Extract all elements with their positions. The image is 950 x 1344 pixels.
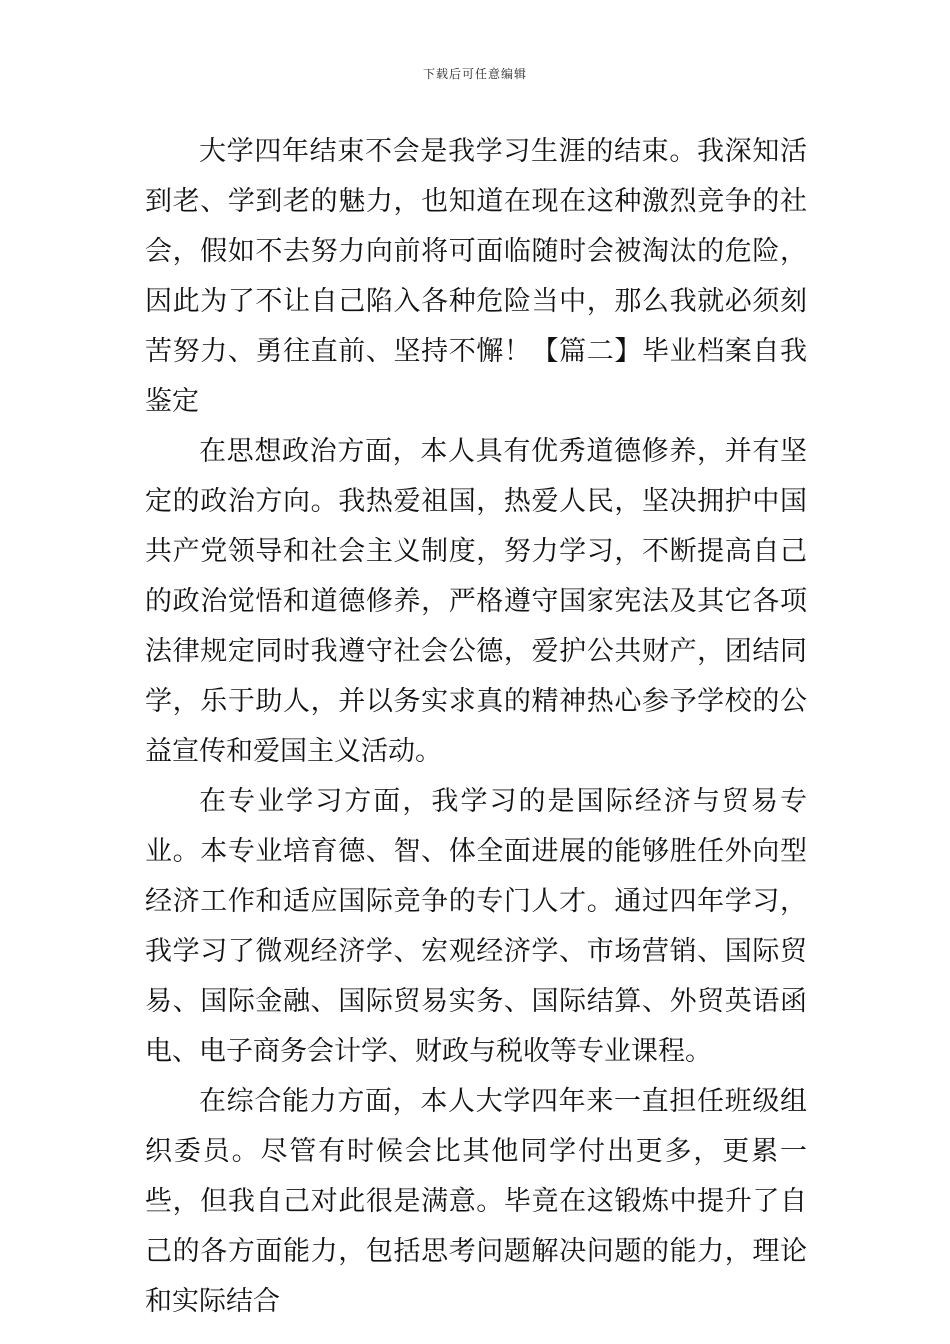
paragraph-conclusion: 大学四年结束不会是我学习生涯的结束。我深知活到老、学到老的魅力，也知道在现在这种激烈竞争的社会，假如不去努力向前将可面临随时会被淘汰的危险，因此为了不让自己陷入各种危险当中，那么我就必须刻苦努力、勇往直前、坚持不懈！【篇二】毕业档案自我鉴定 (145, 136, 807, 417)
document-body (145, 127, 807, 1327)
paragraph-political: 在思想政治方面，本人具有优秀道德修养，并有坚定的政治方向。我热爱祖国，热爱人民，坚决拥护中国共产党领导和社会主义制度，努力学习，不断提高自己的政治觉悟和道德修养，严格遵守国家宪法及其它各项法律规定同时我遵守社会公德，爱护公共财产，团结同学，乐于助人，并以务实求真的精神热心参予学校的公益宣传和爱国主义活动。 (145, 436, 807, 767)
paragraph-comprehensive-ability: 在综合能力方面，本人大学四年来一直担任班级组织委员。尽管有时候会比其他同学付出更多，更累一些，但我自己对此很是满意。毕竟在这锻炼中提升了自己的各方面能力，包括思考问题解决问题的能力，理论和实际结合 (145, 1086, 807, 1317)
paragraph-professional-study: 在专业学习方面，我学习的是国际经济与贸易专业。本专业培育德、智、体全面进展的能够胜任外向型经济工作和适应国际竞争的专门人才。通过四年学习，我学习了微观经济学、宏观经济学、市场营销、国际贸易、国际金融、国际贸易实务、国际结算、外贸英语函电、电子商务会计学、财政与税收等专业课程。 (145, 786, 807, 1067)
page-header: 下载后可任意编辑 (422, 67, 527, 81)
